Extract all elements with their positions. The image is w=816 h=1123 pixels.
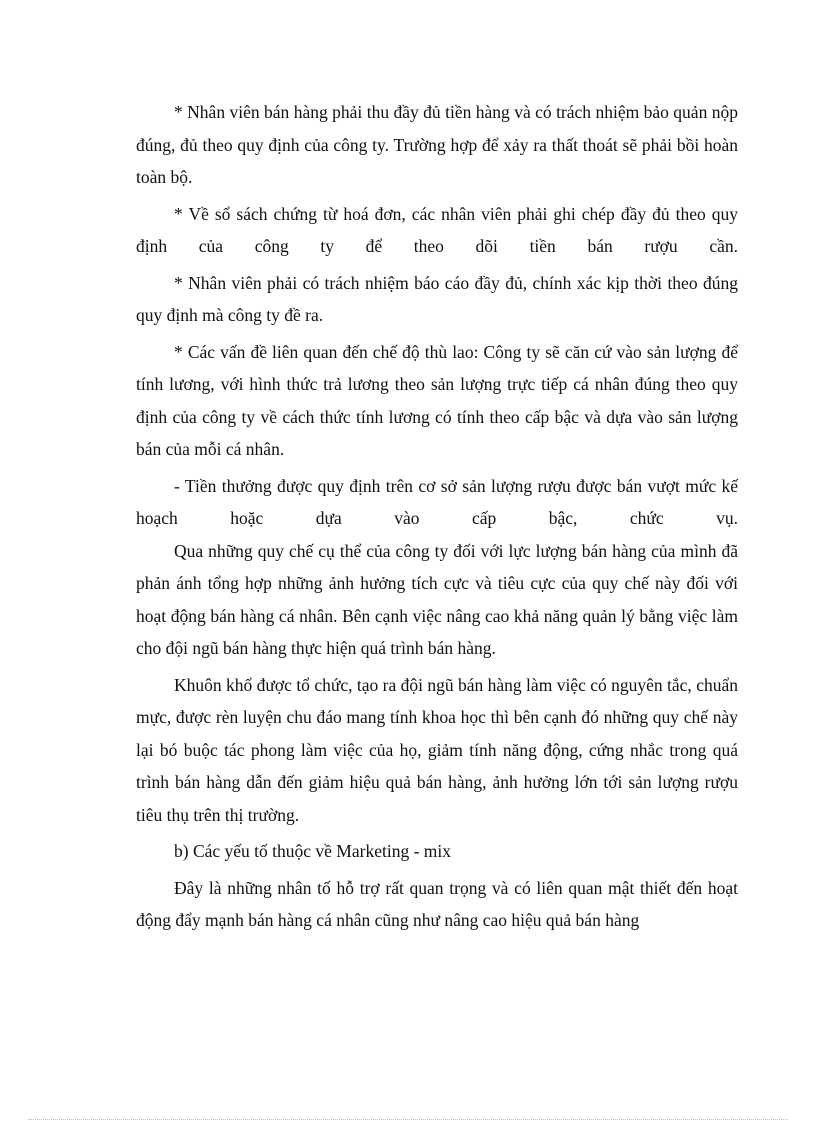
paragraph-cash-responsibility: * Nhân viên bán hàng phải thu đầy đủ tiền hàng và có trách nhiệm bảo quản nộp đúng, đủ theo quy định của công ty. Trường hợp để xảy ra thất thoát sẽ phải bồi hoàn toàn bộ. (136, 102, 738, 187)
paragraph-marketing-factors: Đây là những nhân tố hỗ trợ rất quan trọng và có liên quan mật thiết đến hoạt động đẩy mạnh bán hàng cá nhân cũng như nâng cao hiệu quả bán hàng (136, 877, 738, 930)
paragraph-regulation-impact: Qua những quy chế cụ thể của công ty đối với lực lượng bán hàng của mình đã phản ánh tổng hợp những ảnh hưởng tích cực và tiêu cực của quy chế này đối với hoạt động bán hàng cá nhân. Bên cạnh việc nâng cao khả năng quản lý bằng việc làm cho đội ngũ bán hàng thực hiện quá trình bán hàng. (136, 540, 738, 658)
page-bottom-divider (28, 1119, 788, 1120)
paragraph-invoice-records: * Về sổ sách chứng từ hoá đơn, các nhân viên phải ghi chép đầy đủ theo quy định của công ty để theo dõi tiền bán rượu cần. (136, 203, 738, 256)
document-body (136, 96, 738, 937)
section-heading-marketing-mix: b) Các yếu tố thuộc về Marketing - mix (174, 841, 452, 861)
paragraph-compensation: * Các vấn đề liên quan đến chế độ thù lao: Công ty sẽ căn cứ vào sản lượng để tính lương, với hình thức trả lương theo sản lượng trực tiếp cá nhân đúng theo quy định của công ty về cách thức tính lương có tính theo cấp bậc và dựa vào sản lượng bán của mỗi cá nhân. (136, 341, 738, 459)
paragraph-reporting-duty: * Nhân viên phải có trách nhiệm báo cáo đầy đủ, chính xác kịp thời theo đúng quy định mà công ty đề ra. (136, 272, 738, 325)
paragraph-framework: Khuôn khổ được tổ chức, tạo ra đội ngũ bán hàng làm việc có nguyên tắc, chuẩn mực, được rèn luyện chu đáo mang tính khoa học thì bên cạnh đó những quy chế này lại bó buộc tác phong làm việc của họ, giảm tính năng động, cứng nhắc trong quá trình bán hàng dẫn đến giảm hiệu quả bán hàng, ảnh hưởng lớn tới sản lượng rượu tiêu thụ trên thị trường. (136, 674, 738, 825)
paragraph-bonus: - Tiền thưởng được quy định trên cơ sở sản lượng rượu được bán vượt mức kế hoạch hoặc dựa vào cấp bậc, chức vụ. (136, 475, 738, 528)
